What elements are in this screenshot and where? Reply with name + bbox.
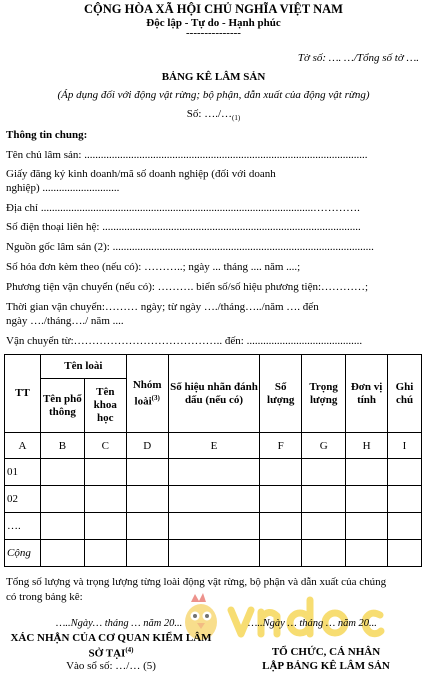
vehicle-field: Phương tiện vận chuyển (nếu có): ………. biển số/số hiệu phương tiện:…………;: [6, 281, 369, 293]
summary-line2: có trong bảng kê:: [6, 591, 83, 603]
column-letter: D: [126, 433, 168, 459]
column-letter: E: [168, 433, 260, 459]
left-signature-title-line2: [6, 646, 216, 660]
left-signature-date: …..Ngày… tháng … năm 20...: [56, 618, 183, 629]
header-group: [126, 355, 168, 433]
country-name: CỘNG HÒA XÃ HỘI CHỦ NGHĨA VIỆT NAM: [84, 2, 343, 16]
document-number: [0, 108, 427, 122]
transport-time-line1: Thời gian vận chuyển:……… ngày; từ ngày …./tháng…../năm …. đến: [6, 301, 319, 313]
table-row: [5, 486, 422, 513]
left-signature-entry: Vào sổ số: …/… (5): [66, 660, 156, 672]
forest-products-table: [4, 354, 422, 567]
column-letter: G: [302, 433, 346, 459]
column-letter: I: [388, 433, 422, 459]
document-number-footnote: (1): [232, 114, 241, 123]
address-field: Địa chỉ ...................................................................................................………….: [6, 202, 360, 214]
owner-field: Tên chủ lâm sản: .......................................................................................................: [6, 149, 368, 161]
header-tt: TT: [5, 355, 41, 433]
invoice-field: Số hóa đơn kèm theo (nếu có): ………..; ngày ... tháng .... năm ....;: [6, 261, 301, 273]
license-field-line1: Giấy đăng ký kinh doanh/mã số doanh nghiệp (đối với doanh: [6, 168, 276, 180]
header-quantity: Số lượng: [260, 355, 302, 433]
route-field: Vận chuyển từ:………………………………….. đến: ..........................................: [6, 335, 363, 347]
national-motto: Độc lập - Tự do - Hạnh phúc: [146, 17, 281, 29]
header-unit: Đơn vị tính: [346, 355, 388, 433]
sheet-number: Tờ số: …. …/Tổng số tờ ….: [297, 52, 419, 64]
right-signature-date: …..Ngày … tháng … năm 20...: [248, 618, 377, 629]
header-rule: ---------------: [186, 27, 241, 39]
column-letter: C: [84, 433, 126, 459]
right-signature-title-line1: TỔ CHỨC, CÁ NHÂN: [271, 646, 381, 658]
table-row: [5, 513, 422, 540]
right-signature-title-line2: LẬP BẢNG KÊ LÂM SẢN: [262, 660, 390, 672]
general-heading: Thông tin chung:: [6, 129, 88, 141]
column-letter: F: [260, 433, 302, 459]
row-label: ….: [5, 513, 41, 540]
header-common-name: Tên phổ thông: [40, 379, 84, 433]
header-species: Tên loài: [40, 355, 126, 379]
row-label-total: Cộng: [5, 540, 41, 567]
license-field-line2: nghiệp) ............................: [6, 182, 120, 194]
transport-time-line2: ngày …./tháng…./ năm ....: [6, 315, 124, 327]
header-weight: Trọng lượng: [302, 355, 346, 433]
row-label: 01: [5, 459, 41, 486]
column-letters-row: [5, 433, 422, 459]
document-title: BẢNG KÊ LÂM SẢN: [161, 71, 266, 83]
left-signature-title-text: SỞ TẠI: [88, 647, 126, 660]
left-signature-footnote: (4): [125, 646, 134, 654]
header-tag: Số hiệu nhãn đánh dấu (nếu có): [168, 355, 260, 433]
column-letter: H: [346, 433, 388, 459]
header-note: Ghi chú: [388, 355, 422, 433]
header-group-label: Nhóm loài: [132, 378, 162, 408]
header-group-footnote: (3): [151, 393, 160, 402]
phone-field: Số điện thoại liên hệ: ..............................................................................................: [6, 221, 361, 233]
summary-line1: Tổng số lượng và trọng lượng từng loài động vật rừng, bộ phận và dẫn xuất của chúng: [6, 576, 387, 588]
row-label: 02: [5, 486, 41, 513]
origin-field: Nguồn gốc lâm sản (2): ...............................................................................................: [6, 241, 374, 253]
document-subtitle: (Áp dụng đối với động vật rừng; bộ phận, dẫn xuất của động vật rừng): [57, 89, 370, 101]
total-row: [5, 540, 422, 567]
column-letter: B: [40, 433, 84, 459]
table-row: [5, 459, 422, 486]
document-number-text: Số: …./…: [186, 108, 233, 120]
header-scientific-name: Tên khoa học: [84, 379, 126, 433]
column-letter: A: [5, 433, 41, 459]
left-signature-title-line1: XÁC NHẬN CỦA CƠ QUAN KIỂM LÂM: [10, 632, 212, 644]
